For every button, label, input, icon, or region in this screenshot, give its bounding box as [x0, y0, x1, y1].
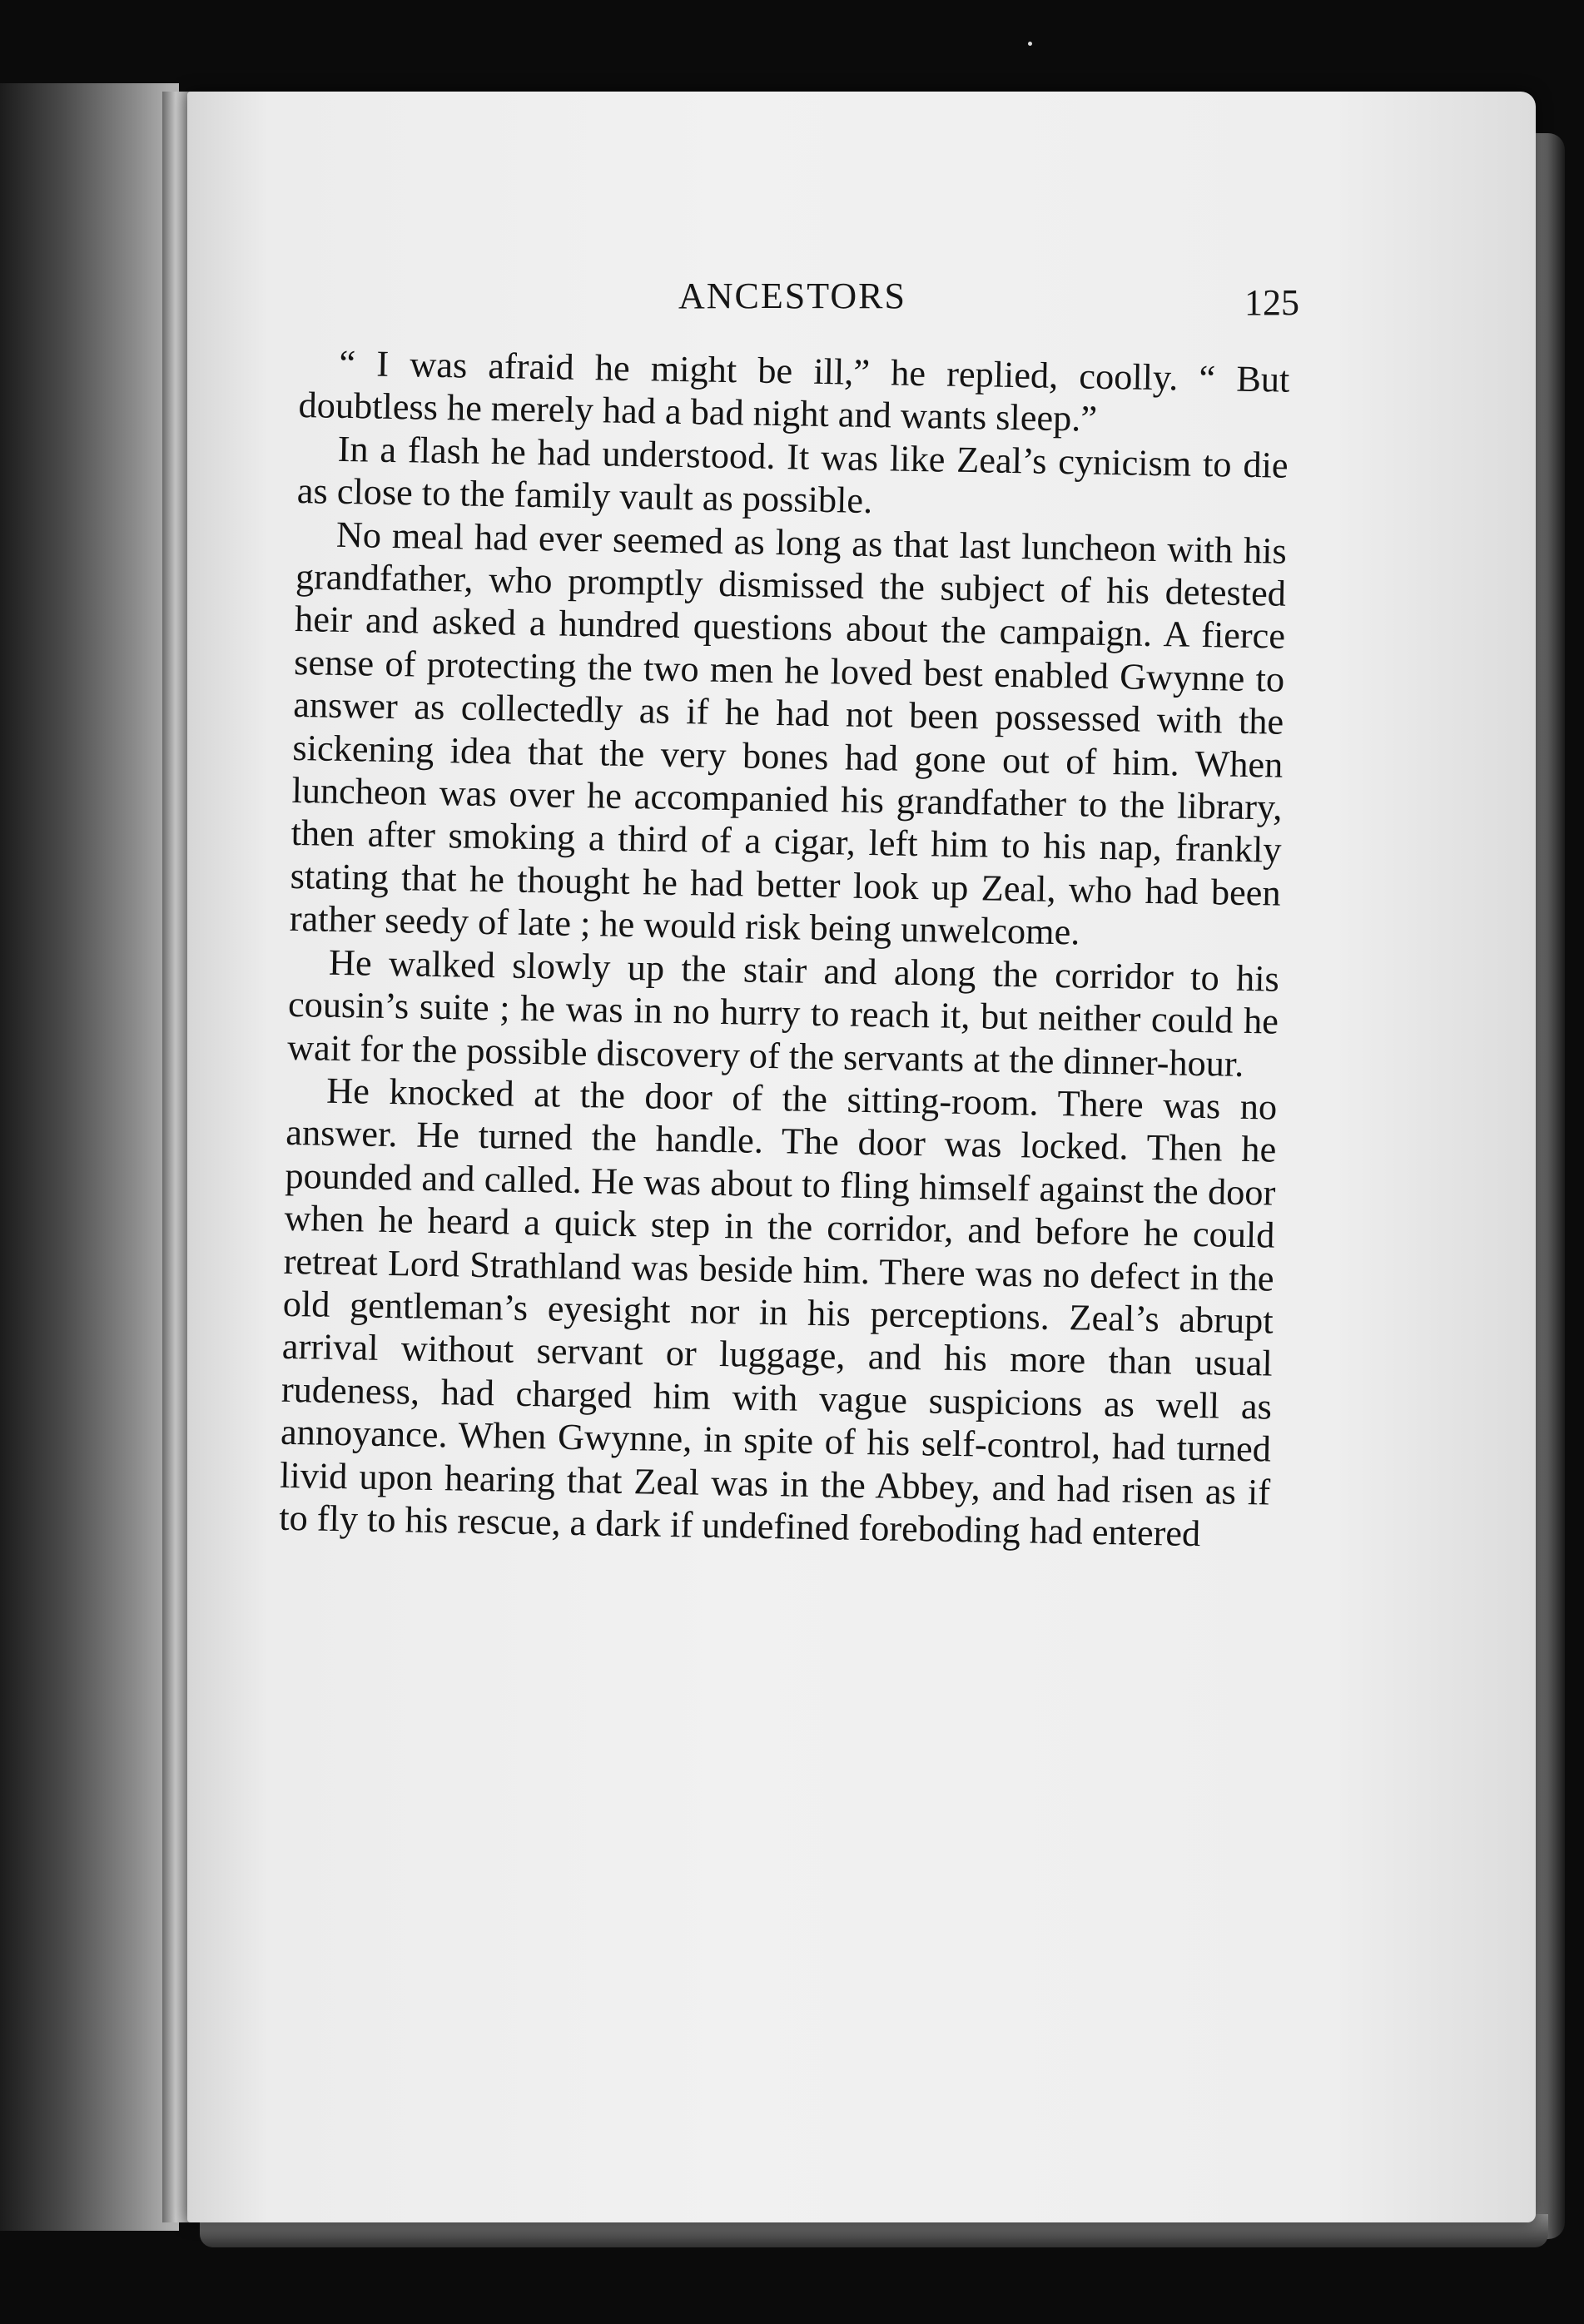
paragraph: He walked slowly up the stair and along the corridor to his cousin’s suite ; he was in no hurry to reach it, but neither could he wait for the possible discovery of the servants at the dinner-hour. [286, 941, 1280, 1085]
paragraph: “ I was afraid he might be ill,” he replied, coolly. “ But doubtless he merely had a bad night and wants sleep.” [298, 342, 1290, 440]
facing-page [0, 83, 179, 2231]
running-title: ANCESTORS [678, 276, 906, 316]
paragraph: In a flash he had understood. It was like Zeal’s cynicism to die as close to the family vault as possible. [296, 428, 1289, 522]
body-text [279, 341, 1290, 1557]
paragraph: No meal had ever seemed as long as that last luncheon with his grandfather, who promptly dismissed the subject of his detested heir and asked a hundred questions about the campaign. A fierce sense of protecting the two men he loved best enabled Gwynne to answer as collectedly as if he had not been possessed with the sickening idea that the very bones had gone out of him. When luncheon was over he accompanied his grandfather to the library, then after smoking a third of a cigar, left him to his nap, frankly stating that he thought he had better look up Zeal, who had been rather seedy of late ; he would risk being unwelcome. [289, 514, 1288, 953]
page-number: 125 [1244, 282, 1299, 323]
running-head [187, 275, 1536, 325]
paragraph: He knocked at the door of the sitting-room. There was no answer. He turned the handle. The door was locked. Then he pounded and called. He was about to fling himself against the door when he heard a quick step in the corridor, and before he could retreat Lord Strathland was beside him. There was no defect in the old gentleman’s eyesight nor in his perceptions. Zeal’s abrupt arrival without servant or luggage, and his more than usual rudeness, had charged him with vague suspicions as well as annoyance. When Gwynne, in spite of his self-control, had turned livid upon hearing that Zeal was in the Abbey, and had risen as if to fly to his rescue, a dark if undefined foreboding had entered [278, 1070, 1278, 1555]
dust-speck [1028, 42, 1032, 46]
